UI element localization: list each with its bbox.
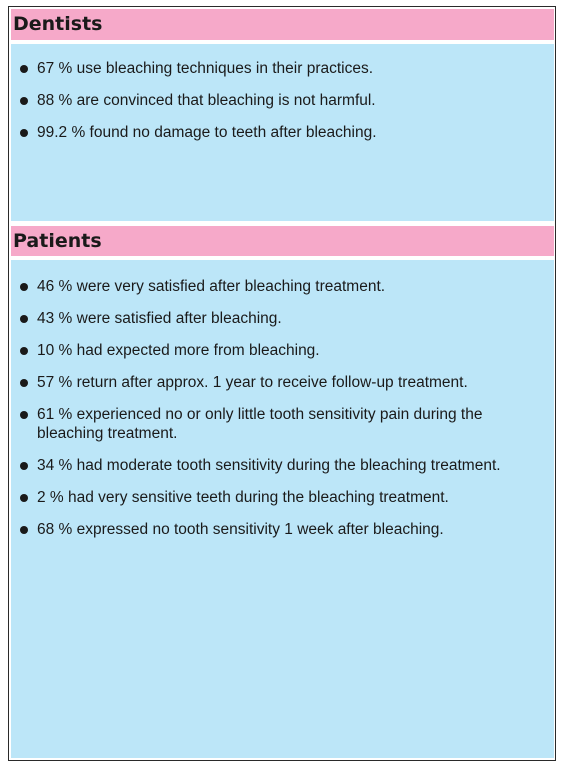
bullet-icon [20,494,28,502]
bullet-icon [20,315,28,323]
bullet-icon [20,283,28,291]
list-item: 99.2 % found no damage to teeth after bleaching. [11,123,554,142]
patients-title: Patients [13,230,102,252]
bullet-icon [20,526,28,534]
bullet-icon [20,411,28,419]
list-item: 43 % were satisfied after bleaching. [11,309,554,328]
dentists-list [11,59,554,142]
bullet-icon [20,347,28,355]
list-item: 61 % experienced no or only little tooth sensitivity pain during the bleaching treatment. [11,405,554,443]
patients-list [11,277,554,539]
patients-header [11,226,554,256]
dentists-title: Dentists [13,13,103,35]
patients-section [11,260,554,758]
bullet-icon [20,97,28,105]
list-item: 34 % had moderate tooth sensitivity during the bleaching treatment. [11,456,554,475]
list-item: 10 % had expected more from bleaching. [11,341,554,360]
list-item: 2 % had very sensitive teeth during the bleaching treatment. [11,488,554,507]
bullet-icon [20,462,28,470]
list-item: 46 % were very satisfied after bleaching treatment. [11,277,554,296]
info-box [8,6,556,761]
dentists-header [11,9,554,40]
dentists-section [11,44,554,221]
list-item: 57 % return after approx. 1 year to receive follow-up treatment. [11,373,554,392]
list-item: 67 % use bleaching techniques in their practices. [11,59,554,78]
bullet-icon [20,379,28,387]
list-item: 68 % expressed no tooth sensitivity 1 week after bleaching. [11,520,554,539]
bullet-icon [20,65,28,73]
bullet-icon [20,129,28,137]
list-item: 88 % are convinced that bleaching is not harmful. [11,91,554,110]
